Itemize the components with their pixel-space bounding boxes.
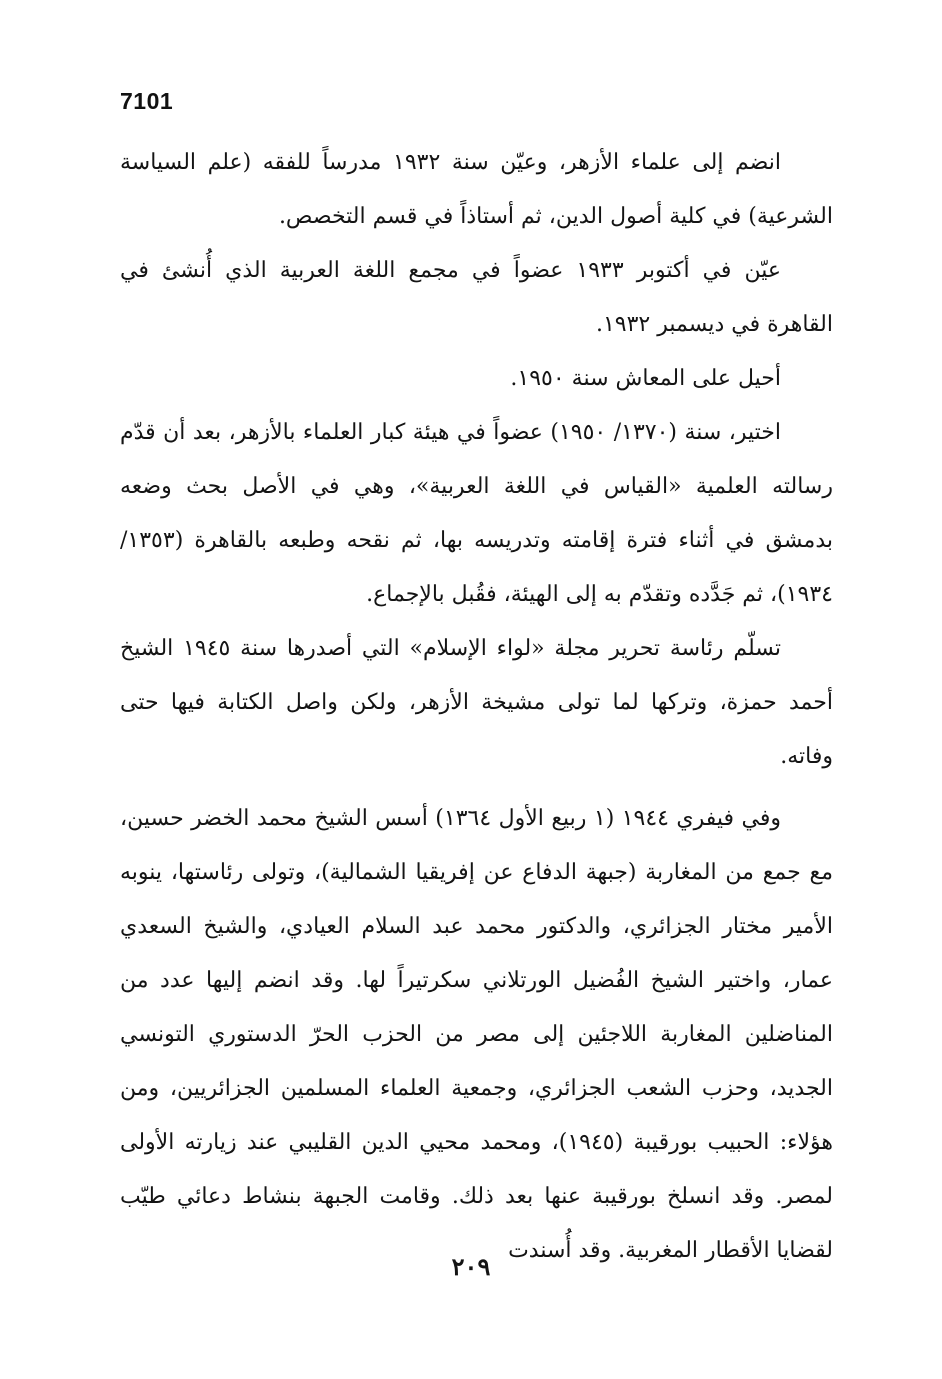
stamp-number: 7101	[120, 88, 174, 114]
paragraph-retirement: أحيل على المعاش سنة ١٩٥٠.	[510, 366, 781, 391]
paragraph-magazine: تسلّم رئاسة تحرير مجلة «لواء الإسلام» التي أصدرها سنة ١٩٤٥ الشيخ أحمد حمزة، وتركها لما تولى مشيخة الأزهر، ولكن واصل الكتابة فيها حتى وفاته.	[120, 636, 833, 769]
page-number: ٢٠٩	[451, 1252, 491, 1281]
body-text	[120, 136, 833, 1278]
paragraph-appointment: انضم إلى علماء الأزهر، وعيّن سنة ١٩٣٢ مدرساً للفقه (علم السياسة الشرعية) في كلية أصول الدين، ثم أستاذاً في قسم التخصص.	[120, 150, 833, 229]
paragraph-academy: عيّن في أكتوبر ١٩٣٣ عضواً في مجمع اللغة العربية الذي أُنشئ في القاهرة في ديسمبر ١٩٣٢.	[120, 258, 833, 337]
paragraph-senior-scholars: اختير، سنة (١٣٧٠/ ١٩٥٠) عضواً في هيئة كبار العلماء بالأزهر، بعد أن قدّم رسالته العلمية «القياس في اللغة العربية»، وهي في الأصل بحث وضعه بدمشق في أثناء فترة إقامته وتدريسه بها، ثم نقحه وطبعه بالقاهرة (١٣٥٣/ ١٩٣٤)، ثم جَدَّده وتقدّم به إلى الهيئة، فقُبل بالإجماع.	[120, 420, 833, 607]
paragraph-defense-front: وفي فيفري ١٩٤٤ (١ ربيع الأول ١٣٦٤) أسس الشيخ محمد الخضر حسين، مع جمع من المغاربة (جبهة الدفاع عن إفريقيا الشمالية)، وتولى رئاستها، ينوبه الأمير مختار الجزائري، والدكتور محمد عبد السلام العيادي، والشيخ السعدي عمار، واختير الشيخ الفُضيل الورتلاني سكرتيراً لها. وقد انضم إليها عدد من المناضلين المغاربة اللاجئين إلى مصر من الحزب الحرّ الدستوري التونسي الجديد، وحزب الشعب الجزائري، وجمعية العلماء المسلمين الجزائريين، ومن هؤلاء: الحبيب بورقيبة (١٩٤٥)، ومحمد محيي الدين القليبي عند زيارته الأولى لمصر. وقد انسلخ بورقيبة عنها بعد ذلك. وقامت الجبهة بنشاط دعائي طيّب لقضايا الأقطار المغربية. وقد أُسندت	[120, 806, 833, 1263]
